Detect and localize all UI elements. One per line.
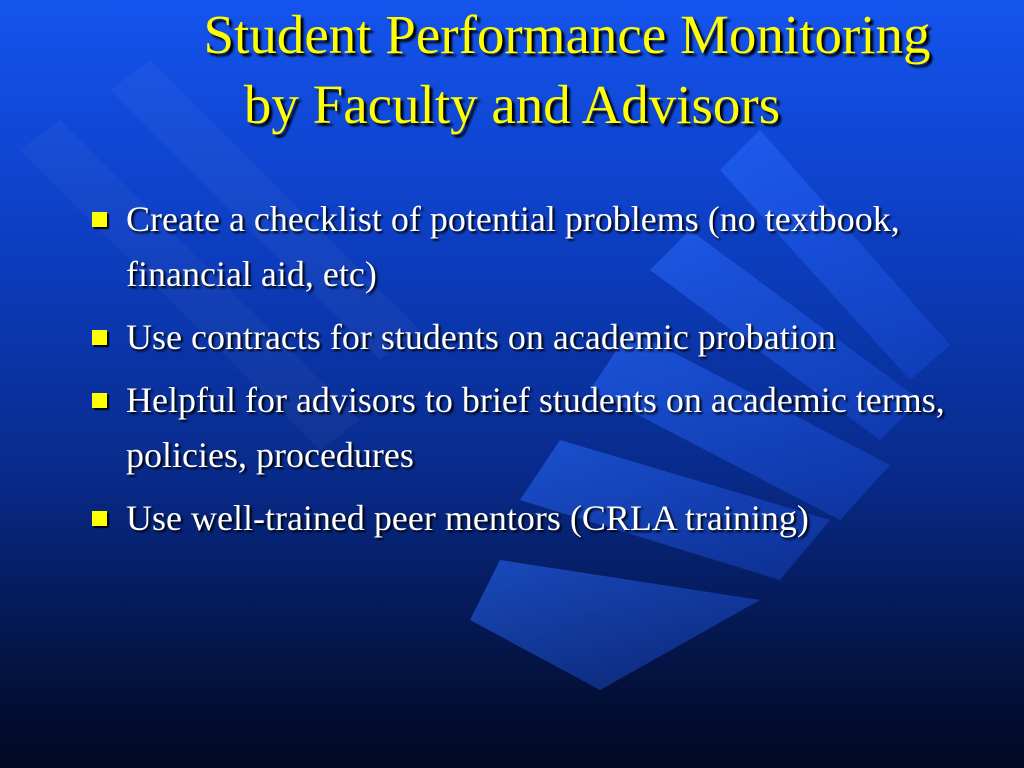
slide-title-line-1: Student Performance Monitoring <box>203 4 931 65</box>
bullet-item <box>88 373 968 483</box>
slide-title-line-2: by Faculty and Advisors <box>243 74 781 135</box>
bullet-text: Use contracts for students on academic probation <box>126 317 836 357</box>
bullet-text: Helpful for advisors to brief students on academic terms, policies, procedures <box>126 380 945 475</box>
slide-title <box>0 0 1024 140</box>
yellow-square-icon <box>92 212 107 227</box>
bullet-list <box>88 192 968 554</box>
yellow-square-icon <box>92 330 107 345</box>
yellow-square-icon <box>92 393 107 408</box>
bullet-text: Create a checklist of potential problems (no textbook, financial aid, etc) <box>126 199 900 294</box>
bullet-item <box>88 310 968 365</box>
bullet-item <box>88 192 968 302</box>
bullet-text: Use well-trained peer mentors (CRLA training) <box>126 498 809 538</box>
diamond-shape <box>470 560 760 690</box>
yellow-square-icon <box>92 511 107 526</box>
bullet-item <box>88 491 968 546</box>
